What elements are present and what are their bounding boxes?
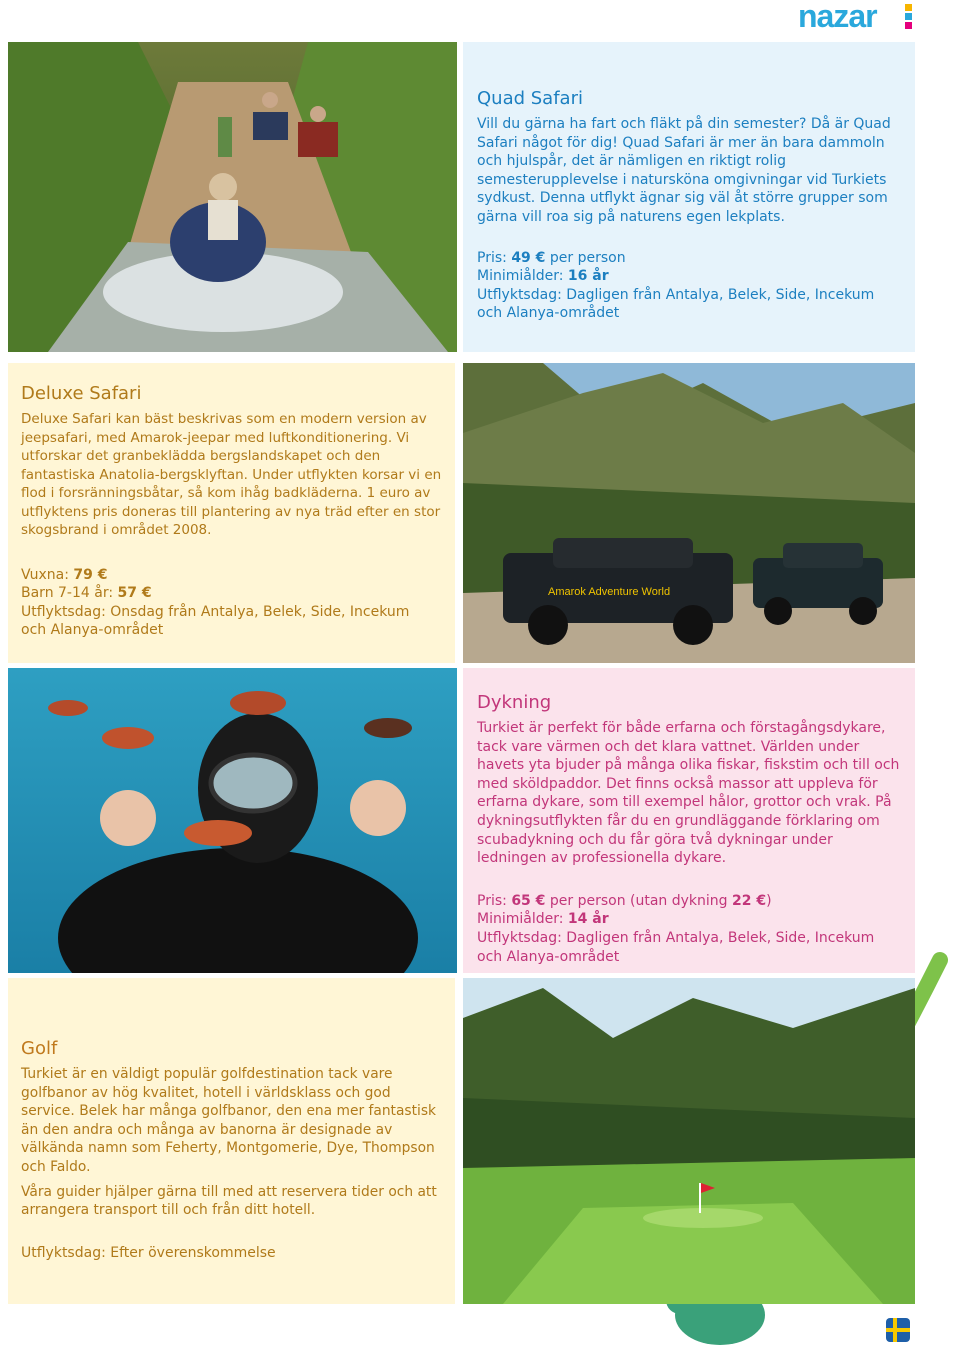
deluxe-safari-photo: [463, 363, 915, 663]
golf-text-1: Turkiet är en väldigt populär golfdestination tack vare golfbanor av hög kvalitet, hotell i världsklass och god service. Belek har många golfbanor, den ena mer fantastisk än den andra och många av banorna är designade av välkända namn som Feherty, Montgomerie, Dye, Thompson och Faldo.: [21, 1066, 437, 1175]
age-value: 14 år: [567, 911, 609, 928]
price-value: 49 €: [511, 249, 546, 266]
day-value-2: och Alanya-området: [21, 622, 164, 639]
quad-safari-title: Quad Safari: [477, 88, 583, 109]
child-label: Barn 7-14 år:: [21, 585, 114, 602]
quad-safari-text: Vill du gärna ha fart och fläkt på din semester? Då är Quad Safari något för dig! Quad Safari är mer än bara dammoln och hjulspår, det är nämligen en riktigt rolig semesterupplevelse i natursköna omgivningar vid Turkiets sydkust. Denna utflykt ägnar sig väl åt större grupper som gärna vill roa sig på naturens egen lekplats.: [477, 116, 891, 225]
golf-title: Golf: [21, 1038, 58, 1059]
golf-panel: [8, 978, 455, 1304]
price-label: Pris:: [477, 249, 507, 266]
day-value: Dagligen från Antalya, Belek, Side, Incekum: [566, 286, 875, 303]
day-value-2: och Alanya-området: [477, 305, 620, 322]
deluxe-safari-title: Deluxe Safari: [21, 383, 142, 404]
child-value: 57 €: [117, 585, 152, 602]
day-label: Utflyktsdag:: [477, 286, 562, 303]
day-value-2: och Alanya-området: [477, 948, 620, 965]
price-value: 65 €: [511, 892, 546, 909]
day-value: Onsdag från Antalya, Belek, Side, Incekum: [110, 603, 410, 620]
day-label: Utflyktsdag:: [477, 929, 562, 946]
nazar-logo: nazar: [798, 0, 877, 34]
age-label: Minimiålder:: [477, 911, 564, 928]
dykning-title: Dykning: [477, 692, 552, 713]
day-value: Efter överenskommelse: [110, 1244, 276, 1261]
day-label: Utflyktsdag:: [21, 603, 106, 620]
age-value: 16 år: [567, 268, 609, 285]
price-close: ): [766, 892, 772, 909]
age-label: Minimiålder:: [477, 268, 564, 285]
dykning-text: Turkiet är perfekt för både erfarna och förstagångsdykare, tack vare värmen och det klara vattnet. Världen under havets yta bjuder på många olika fiskar, fiskstim och till och med sköldpaddor. Det finns också massor att uppleva för erfarna dykare, som till exempel hålor, grottor och vrak. På dykningsutflykten får du en grundläggande förklaring om scubadykning och du får göra två dykningar under ledningen av professionella dykare.: [477, 720, 900, 867]
deluxe-safari-info: [21, 566, 442, 640]
day-value: Dagligen från Antalya, Belek, Side, Incekum: [566, 929, 875, 946]
quad-safari-panel: [463, 42, 915, 352]
jeep-sign: Amarok Adventure World: [548, 586, 671, 598]
adult-value: 79 €: [73, 566, 108, 583]
dykning-panel: [463, 668, 915, 973]
adult-label: Vuxna:: [21, 566, 69, 583]
price-suffix: per person: [549, 249, 626, 266]
quad-safari-photo: [8, 42, 457, 352]
logo-dots: [905, 4, 913, 31]
golf-info: [21, 1244, 442, 1263]
price-suffix: per person (utan dykning: [549, 892, 728, 909]
golf-course-photo: [463, 978, 915, 1304]
swedish-flag-icon: [886, 1318, 910, 1342]
golf-text-2: Våra guider hjälper gärna till med att reservera tider och att arrangera transport till och från ditt hotell.: [21, 1183, 437, 1219]
day-label: Utflyktsdag:: [21, 1244, 106, 1261]
diving-photo: [8, 668, 457, 973]
quad-safari-info: [477, 249, 901, 323]
price-extra: 22 €: [732, 892, 767, 909]
deluxe-safari-panel: [8, 363, 455, 663]
deluxe-safari-text: Deluxe Safari kan bäst beskrivas som en modern version av jeepsafari, med Amarok-jeepar med luftkonditionering. Vi utforskar det granbeklädda bergslandskapet och den fantastiska Anatolia-bergsklyftan. Under utflykten korsar vi en flod i forsränningsbåtar, så kom ihåg badkläderna. 1 euro av utflyktens pris doneras till plantering av nya träd efter en stor skogsbrand i området 2008.: [21, 411, 442, 538]
price-label: Pris:: [477, 892, 507, 909]
